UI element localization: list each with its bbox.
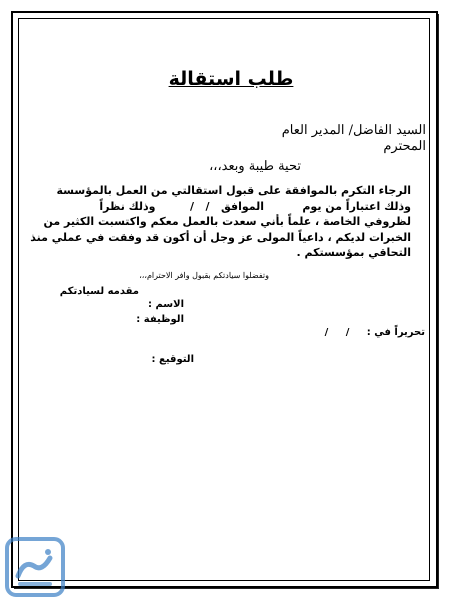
body-line: لظروفي الخاصة ، علماً بأني سعدت بالعمل معكم واكتسبت الكثير من: [43, 215, 411, 228]
respected-line: المحترم: [383, 139, 426, 154]
body-line: التحاقي بمؤسستكم .: [296, 246, 411, 259]
name-label: الاسم :: [147, 299, 184, 310]
site-logo-icon: [4, 536, 66, 598]
submitted-by: مقدمه لسيادتكم: [59, 286, 139, 297]
salutation: السيد الفاضل/ المدير العام: [281, 123, 426, 138]
body-line: الرجاء التكرم بالموافقة على قبول استقالتي من العمل بالمؤسسة: [56, 184, 411, 197]
closing-line: وتفضلوا سيادتكم بقبول وافر الاحترام،،،: [139, 271, 269, 280]
date-label: تحريراً في : / /: [324, 327, 425, 338]
body-line: وذلك اعتباراً من يوم الموافق / / وذلك نظراً: [99, 200, 411, 213]
greeting: تحية طيبة وبعد،،،: [209, 159, 301, 174]
job-label: الوظيفة :: [136, 314, 184, 325]
signature-label: التوقيع :: [151, 354, 194, 365]
letter-title: طلب استقالة: [168, 68, 294, 90]
page-border-inner: [18, 18, 430, 581]
body-line: الخبرات لديكم ، داعياً المولى عز وجل أن أكون قد وفقت في عملي منذ: [30, 231, 411, 244]
